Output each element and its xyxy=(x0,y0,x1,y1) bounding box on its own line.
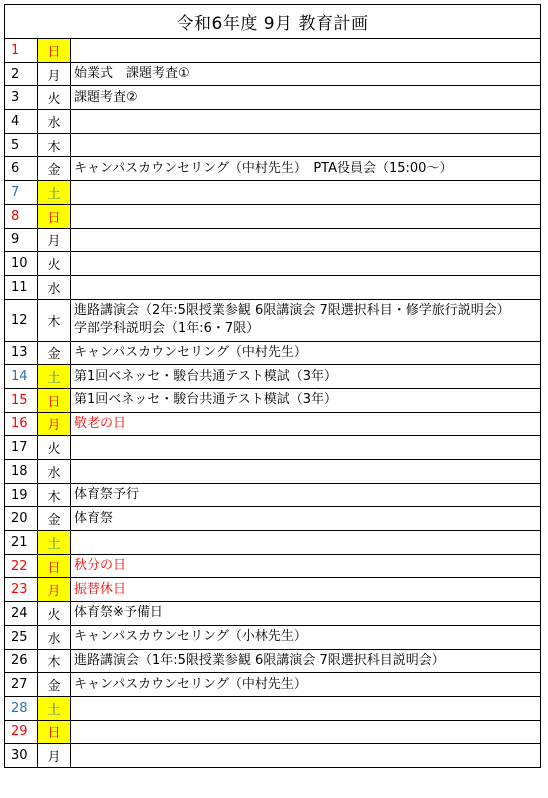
weekday-cell: 日 xyxy=(38,720,71,744)
event-text: キャンパスカウンセリング（中村先生） xyxy=(74,344,307,360)
weekday-cell: 日 xyxy=(38,204,71,228)
event-cell xyxy=(71,673,541,697)
day-number: 7 xyxy=(5,181,38,205)
day-number: 8 xyxy=(5,204,38,228)
table-row xyxy=(5,86,541,110)
weekday-cell: 月 xyxy=(38,744,71,768)
event-cell xyxy=(71,602,541,626)
day-number: 6 xyxy=(5,157,38,181)
day-number: 10 xyxy=(5,252,38,276)
table-row xyxy=(5,252,541,276)
table-row xyxy=(5,388,541,412)
event-text: キャンパスカウンセリング（中村先生） xyxy=(74,676,307,692)
education-plan-table xyxy=(4,4,541,768)
event-text: 第1回ベネッセ・駿台共通テスト模試（3年） xyxy=(74,392,338,408)
day-number: 9 xyxy=(5,228,38,252)
event-text: キャンパスカウンセリング（中村先生） PTA役員会（15:00～） xyxy=(74,160,453,176)
event-cell xyxy=(71,181,541,205)
event-text: 敬老の日 xyxy=(74,415,127,431)
day-number: 29 xyxy=(5,720,38,744)
table-row xyxy=(5,299,541,341)
table-row xyxy=(5,720,541,744)
weekday-cell: 金 xyxy=(38,341,71,365)
weekday-cell: 日 xyxy=(38,554,71,578)
event-cell xyxy=(71,531,541,555)
weekday-cell: 金 xyxy=(38,157,71,181)
event-cell xyxy=(71,483,541,507)
weekday-cell: 土 xyxy=(38,531,71,555)
table-row xyxy=(5,365,541,389)
day-number: 15 xyxy=(5,388,38,412)
table-row xyxy=(5,157,541,181)
table-row xyxy=(5,62,541,86)
table-row xyxy=(5,578,541,602)
weekday-cell: 木 xyxy=(38,483,71,507)
event-cell xyxy=(71,720,541,744)
day-number: 16 xyxy=(5,412,38,436)
day-number: 28 xyxy=(5,696,38,720)
table-row xyxy=(5,483,541,507)
event-cell xyxy=(71,341,541,365)
weekday-cell: 月 xyxy=(38,62,71,86)
day-number: 17 xyxy=(5,436,38,460)
table-row xyxy=(5,275,541,299)
table-row xyxy=(5,39,541,63)
event-cell xyxy=(71,744,541,768)
table-row xyxy=(5,507,541,531)
calendar-sheet xyxy=(4,4,541,768)
event-cell xyxy=(71,554,541,578)
weekday-cell: 日 xyxy=(38,388,71,412)
day-number: 21 xyxy=(5,531,38,555)
table-row xyxy=(5,531,541,555)
day-number: 25 xyxy=(5,625,38,649)
weekday-cell: 木 xyxy=(38,299,71,341)
event-cell xyxy=(71,649,541,673)
event-text: 振替休日 xyxy=(74,581,127,597)
weekday-cell: 日 xyxy=(38,39,71,63)
title-row xyxy=(5,5,541,39)
event-text: 秋分の日 xyxy=(74,558,127,574)
table-row xyxy=(5,228,541,252)
weekday-cell: 金 xyxy=(38,507,71,531)
event-cell xyxy=(71,460,541,484)
event-cell xyxy=(71,252,541,276)
table-row xyxy=(5,181,541,205)
table-row xyxy=(5,204,541,228)
weekday-cell: 木 xyxy=(38,133,71,157)
day-number: 11 xyxy=(5,275,38,299)
event-text: 進路講演会（2年:5限授業参観 6限講演会 7限選択科目・修学旅行説明会） xyxy=(74,303,510,319)
table-row xyxy=(5,696,541,720)
weekday-cell: 水 xyxy=(38,110,71,134)
event-cell xyxy=(71,110,541,134)
weekday-cell: 土 xyxy=(38,365,71,389)
weekday-cell: 土 xyxy=(38,696,71,720)
weekday-cell: 月 xyxy=(38,578,71,602)
table-row xyxy=(5,625,541,649)
weekday-cell: 木 xyxy=(38,649,71,673)
event-text: 体育祭※予備日 xyxy=(74,605,163,621)
weekday-cell: 金 xyxy=(38,673,71,697)
event-text: 体育祭 xyxy=(74,510,114,526)
event-text: 始業式 課題考査① xyxy=(74,66,190,82)
event-cell xyxy=(71,39,541,63)
weekday-cell: 火 xyxy=(38,602,71,626)
event-cell xyxy=(71,388,541,412)
weekday-cell: 水 xyxy=(38,275,71,299)
day-number: 2 xyxy=(5,62,38,86)
day-number: 26 xyxy=(5,649,38,673)
event-cell xyxy=(71,299,541,341)
event-text: キャンパスカウンセリング（小林先生） xyxy=(74,629,307,645)
event-cell xyxy=(71,62,541,86)
table-row xyxy=(5,649,541,673)
weekday-cell: 土 xyxy=(38,181,71,205)
weekday-cell: 火 xyxy=(38,436,71,460)
table-row xyxy=(5,460,541,484)
day-number: 14 xyxy=(5,365,38,389)
table-row xyxy=(5,436,541,460)
day-number: 20 xyxy=(5,507,38,531)
event-cell xyxy=(71,228,541,252)
table-row xyxy=(5,554,541,578)
day-number: 18 xyxy=(5,460,38,484)
table-row xyxy=(5,133,541,157)
event-cell xyxy=(71,204,541,228)
event-cell xyxy=(71,157,541,181)
event-cell xyxy=(71,696,541,720)
day-number: 19 xyxy=(5,483,38,507)
table-row xyxy=(5,602,541,626)
day-number: 22 xyxy=(5,554,38,578)
event-cell xyxy=(71,365,541,389)
day-number: 3 xyxy=(5,86,38,110)
event-cell xyxy=(71,507,541,531)
day-number: 27 xyxy=(5,673,38,697)
event-cell xyxy=(71,625,541,649)
event-cell xyxy=(71,436,541,460)
day-number: 24 xyxy=(5,602,38,626)
event-text: 進路講演会（1年:5限授業参観 6限講演会 7限選択科目説明会） xyxy=(74,652,445,668)
weekday-cell: 火 xyxy=(38,86,71,110)
table-row xyxy=(5,341,541,365)
day-number: 23 xyxy=(5,578,38,602)
event-text: 体育祭予行 xyxy=(74,487,140,503)
event-text: 課題考査② xyxy=(74,89,138,105)
table-row xyxy=(5,412,541,436)
table-row xyxy=(5,744,541,768)
weekday-cell: 水 xyxy=(38,625,71,649)
event-cell xyxy=(71,578,541,602)
event-cell xyxy=(71,133,541,157)
weekday-cell: 月 xyxy=(38,412,71,436)
day-number: 12 xyxy=(5,299,38,341)
table-row xyxy=(5,110,541,134)
day-number: 4 xyxy=(5,110,38,134)
day-number: 13 xyxy=(5,341,38,365)
page-title: 令和6年度 9月 教育計画 xyxy=(5,5,541,39)
weekday-cell: 火 xyxy=(38,252,71,276)
table-body xyxy=(5,5,541,768)
weekday-cell: 水 xyxy=(38,460,71,484)
event-text: 学部学科説明会（1年:6・7限） xyxy=(74,321,260,337)
event-cell xyxy=(71,412,541,436)
day-number: 1 xyxy=(5,39,38,63)
event-cell xyxy=(71,275,541,299)
table-row xyxy=(5,673,541,697)
event-cell xyxy=(71,86,541,110)
day-number: 5 xyxy=(5,133,38,157)
weekday-cell: 月 xyxy=(38,228,71,252)
event-text: 第1回ベネッセ・駿台共通テスト模試（3年） xyxy=(74,368,338,384)
day-number: 30 xyxy=(5,744,38,768)
